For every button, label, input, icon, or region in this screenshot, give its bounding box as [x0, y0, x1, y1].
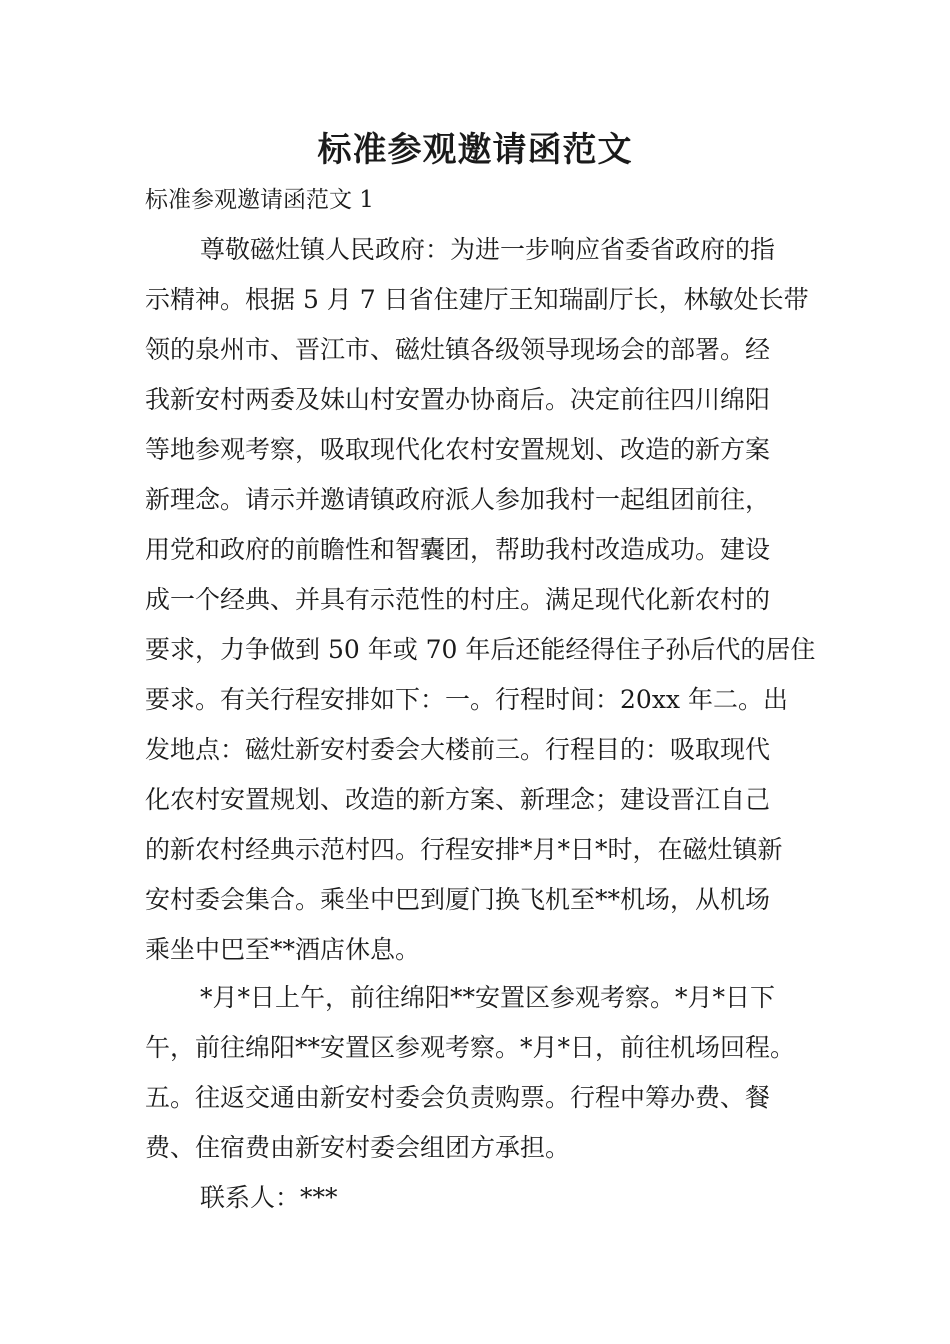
paragraph-line: 示精神。根据 5 月 7 日省住建厅王知瑞副厅长，林敏处长带 [145, 285, 809, 314]
paragraph-line: 我新安村两委及妹山村安置办协商后。决定前往四川绵阳 [145, 385, 771, 414]
paragraph-line: 的新农村经典示范村四。行程安排*月*日*时，在磁灶镇新 [145, 835, 783, 864]
paragraph-line: *月*日上午，前往绵阳**安置区参观考察。*月*日下 [200, 983, 776, 1012]
paragraph-line: 用党和政府的前瞻性和智囊团，帮助我村改造成功。建设 [145, 535, 771, 564]
paragraph-line: 五。往返交通由新安村委会负责购票。行程中筹办费、餐 [145, 1083, 771, 1112]
paragraph-line: 费、住宿费由新安村委会组团方承担。 [145, 1133, 571, 1162]
paragraph-invitation-body [145, 225, 835, 975]
paragraph-line: 等地参观考察，吸取现代化农村安置规划、改造的新方案 [145, 435, 771, 464]
paragraph-line: 安村委会集合。乘坐中巴到厦门换飞机至**机场，从机场 [145, 885, 771, 914]
paragraph-contact [145, 1173, 835, 1223]
paragraph-line: 化农村安置规划、改造的新方案、新理念；建设晋江自己 [145, 785, 771, 814]
paragraph-line: 发地点：磁灶新安村委会大楼前三。行程目的：吸取现代 [145, 735, 771, 764]
paragraph-line: 新理念。请示并邀请镇政府派人参加我村一起组团前往， [145, 485, 771, 514]
paragraph-line: 乘坐中巴至**酒店休息。 [145, 935, 421, 964]
paragraph-line: 要求，力争做到 50 年或 70 年后还能经得住子孙后代的居住 [145, 635, 816, 664]
paragraph-line: 领的泉州市、晋江市、磁灶镇各级领导现场会的部署。经 [145, 335, 771, 364]
paragraph-line: 午，前往绵阳**安置区参观考察。*月*日，前往机场回程。 [145, 1033, 796, 1062]
paragraph-line: 成一个经典、并具有示范性的村庄。满足现代化新农村的 [145, 585, 771, 614]
contact-line: 联系人：*** [200, 1183, 338, 1212]
paragraph-line: 尊敬磁灶镇人民政府：为进一步响应省委省政府的指 [200, 235, 776, 264]
paragraph-itinerary [145, 973, 835, 1173]
document-title: 标准参观邀请函范文 [317, 130, 633, 170]
paragraph-line: 要求。有关行程安排如下：一。行程时间：20xx 年二。出 [145, 685, 788, 714]
document-subtitle: 标准参观邀请函范文 1 [145, 187, 374, 213]
